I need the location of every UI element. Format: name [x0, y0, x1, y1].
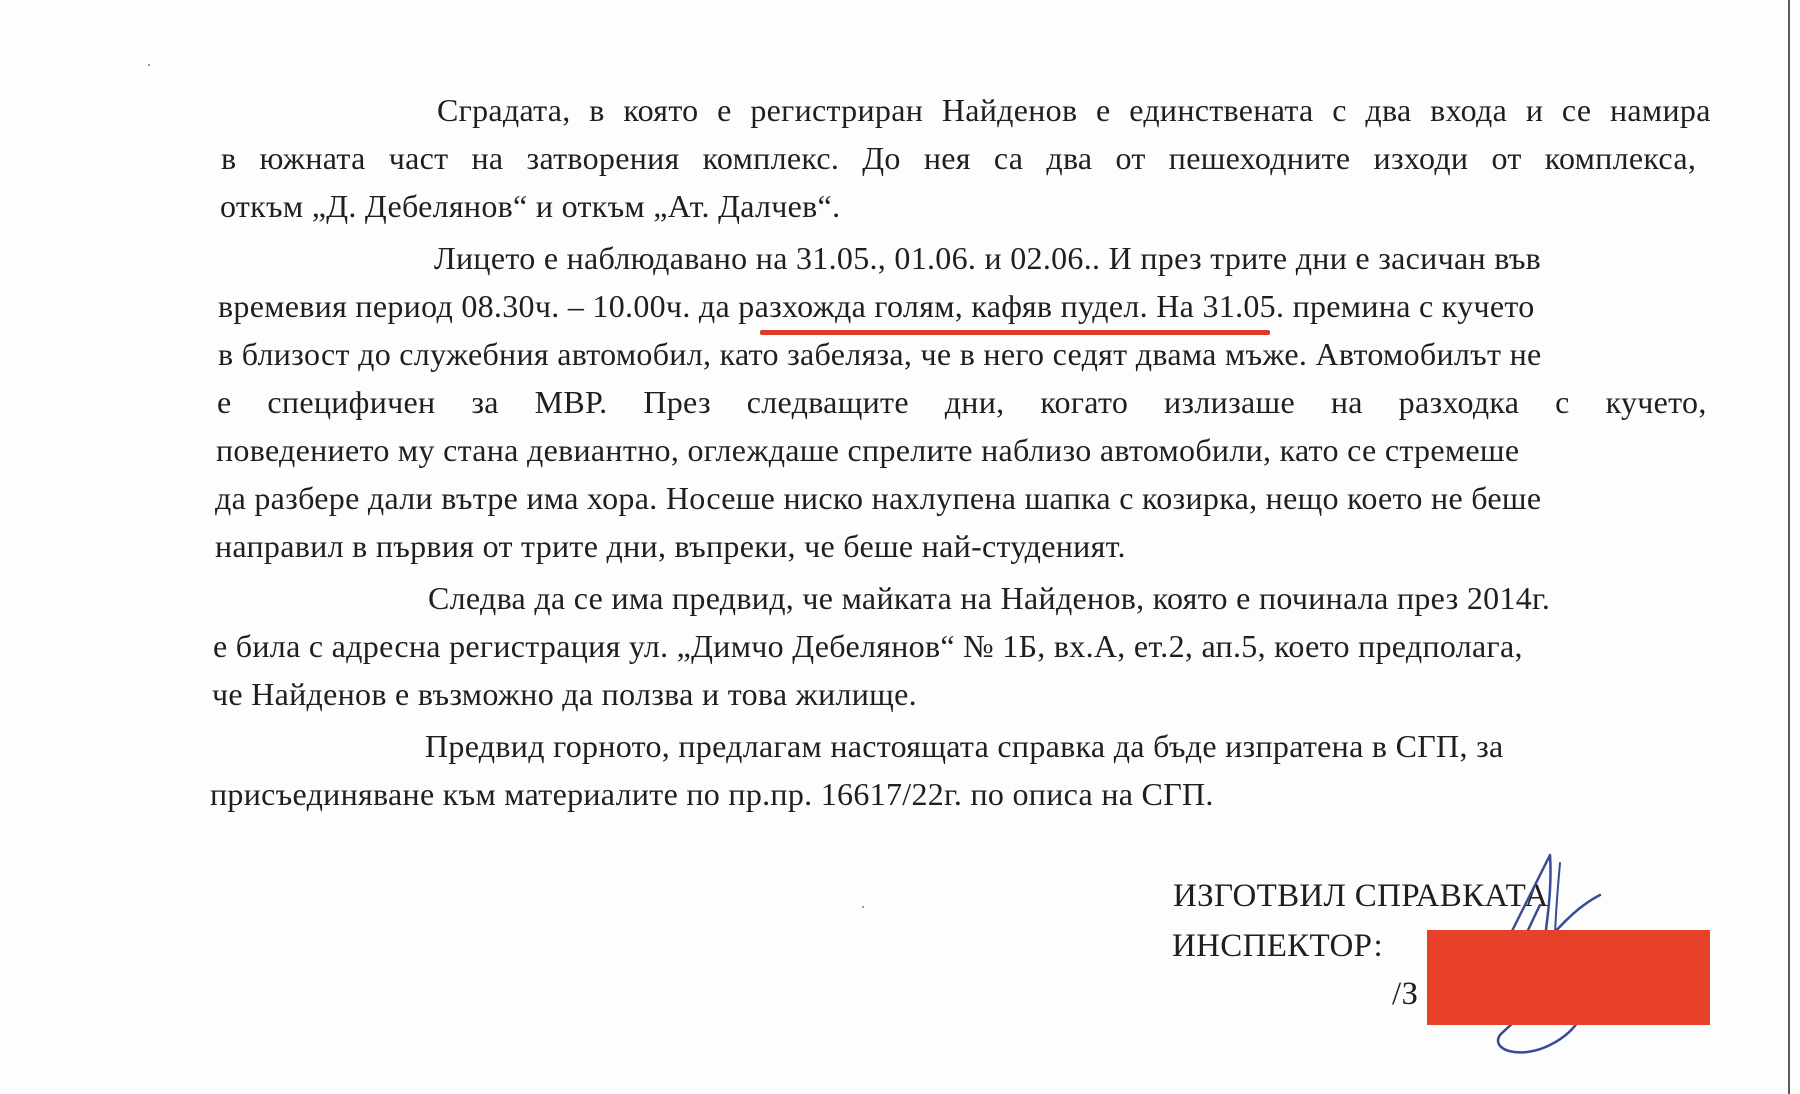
inspector-label: ИНСПЕКТОР:: [1172, 928, 1383, 964]
prepared-by-label: ИЗГОТВИЛ СПРАВКАТА: [1173, 878, 1549, 914]
paragraph-3-line-3: че Найденов е възможно да ползва и това жилище.: [212, 676, 917, 712]
scan-speck: [862, 906, 864, 908]
scan-speck: [148, 64, 150, 66]
highlighted-phrase: да разхожда голям, кафяв пудел.: [698, 288, 1148, 324]
paragraph-1-line-3: откъм „Д. Дебелянов“ и откъм „Ат. Далчев“.: [220, 188, 841, 224]
inspector-name-fragment: /З: [1392, 976, 1419, 1012]
paragraph-2-line-5: поведението му стана девиантно, оглеждаше спрелите наблизо автомобили, като се стремеше: [216, 432, 1520, 468]
paragraph-2-line-4: е специфичен за МВР. През следващите дни, когато излизаше на разходка с кучето,: [217, 384, 1707, 420]
paragraph-1-line-1: Сградата, в която е регистриран Найденов е единствената с два входа и се намира: [437, 92, 1711, 128]
paragraph-2-line-1: Лицето е наблюдавано на 31.05., 01.06. и 02.06.. И през трите дни е засичан във: [434, 240, 1542, 276]
paragraph-3-line-1: Следва да се има предвид, че майката на Найденов, която е починала през 2014г.: [428, 580, 1551, 616]
red-underline-mark: [760, 330, 1270, 335]
paragraph-3-line-2: е била с адресна регистрация ул. „Димчо Дебелянов“ № 1Б, вх.А, ет.2, ап.5, което предполага,: [213, 628, 1523, 664]
paragraph-4-line-1: Предвид горното, предлагам настоящата справка да бъде изпратена в СГП, за: [425, 728, 1504, 764]
paragraph-1-line-2: в южната част на затворения комплекс. До нея са два от пешеходните изходи от комплекса,: [221, 140, 1697, 176]
paragraph-2-line-7: направил в първия от трите дни, въпреки, че беше най-студеният.: [215, 528, 1126, 564]
paragraph-4-line-2: присъединяване към материалите по пр.пр. 16617/22г. по описа на СГП.: [210, 776, 1214, 812]
paragraph-2-line-2-start: времевия период 08.30ч. – 10.00ч.: [218, 288, 699, 324]
paragraph-2-line-3: в близост до служебния автомобил, като забеляза, че в него седят двама мъже. Автомобилът не: [218, 336, 1542, 372]
page-edge: [1788, 0, 1790, 1094]
redaction-box: [1427, 930, 1710, 1025]
paragraph-2-line-2-end: На 31.05. премина с кучето: [1147, 288, 1535, 324]
paragraph-2-line-2: [218, 288, 1535, 325]
paragraph-2-line-6: да разбере дали вътре има хора. Носеше ниско нахлупена шапка с козирка, нещо което не беше: [215, 480, 1542, 516]
